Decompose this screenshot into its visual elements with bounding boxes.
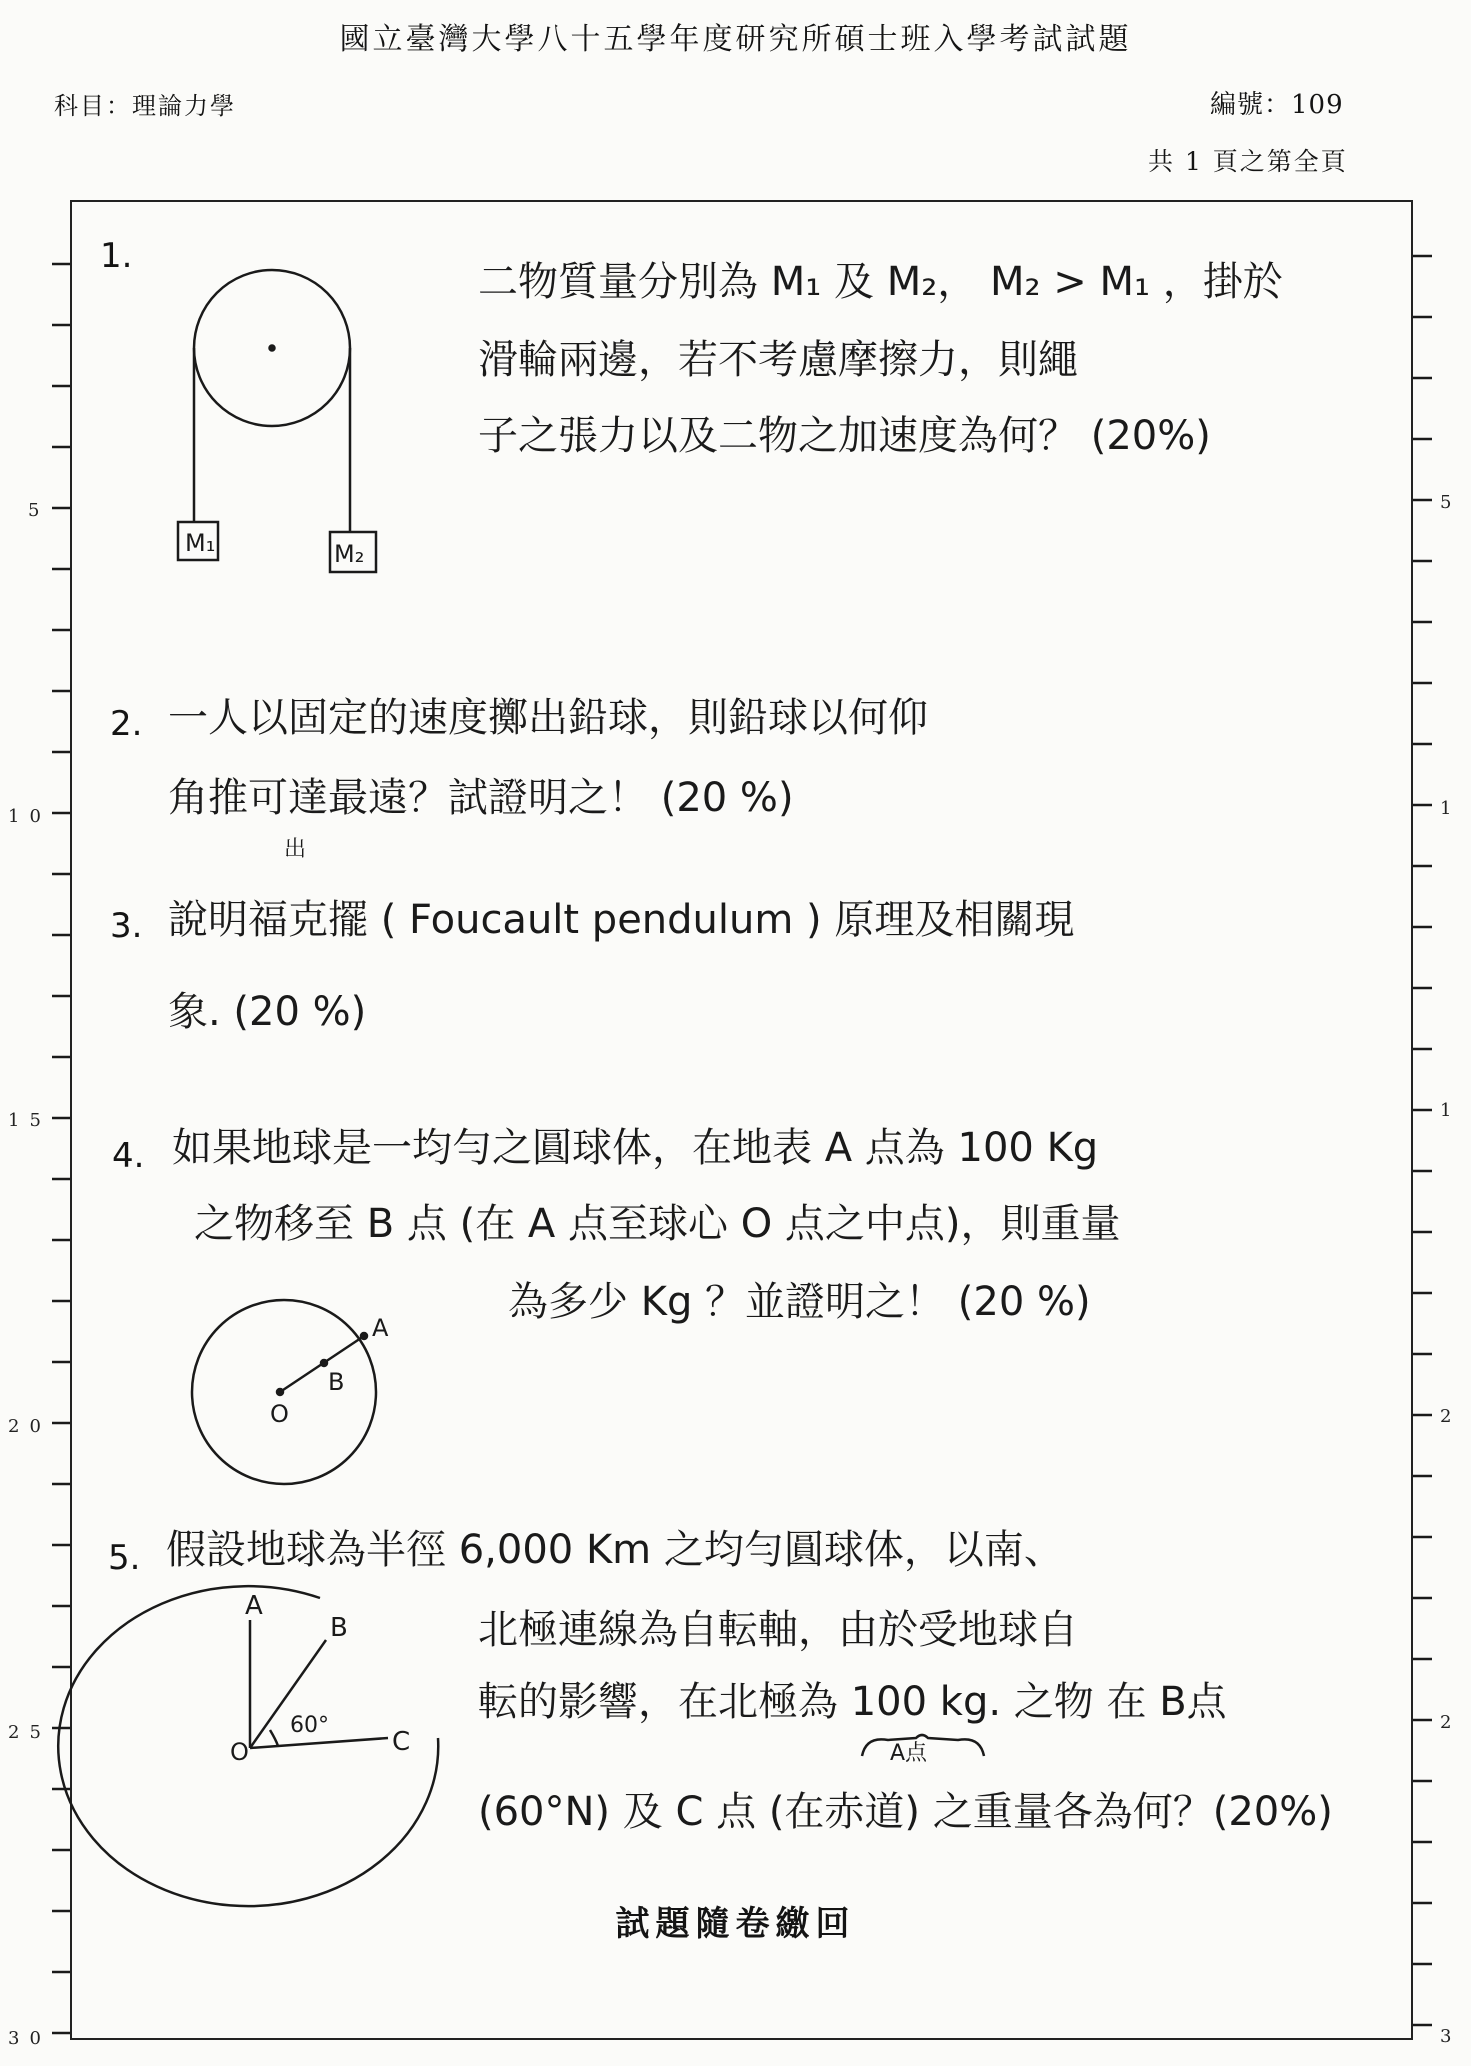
question-3-number: 3. — [110, 906, 143, 946]
question-3-line-2: 象. (20 %) — [168, 989, 367, 1035]
question-4-line-3: 為多少 Kg ？並證明之！ (20 %) — [508, 1279, 1091, 1325]
label-c: C — [392, 1727, 411, 1757]
margin-number-right-5: 5 — [1440, 492, 1462, 513]
footer-notice: 試題隨卷繳回 — [615, 1904, 856, 1944]
annotation-brace-path — [862, 1735, 984, 1756]
pulley-diagram — [180, 250, 420, 610]
page-indicator: 共 1 頁之第全頁 — [1148, 147, 1348, 176]
margin-number-right-10: 1 — [1440, 798, 1462, 819]
label-b: B — [328, 1368, 345, 1396]
question-5-number: 5. — [108, 1538, 141, 1578]
question-2-line-1: 一人以固定的速度擲出鉛球，則鉛球以何仰 — [168, 695, 928, 741]
point-b — [321, 1360, 327, 1366]
label-a: A — [372, 1314, 389, 1342]
margin-number-right-15: 1 — [1440, 1100, 1462, 1121]
radius-oc — [250, 1738, 388, 1748]
angle-label: 60° — [290, 1713, 329, 1738]
question-1-number: 1. — [100, 236, 133, 276]
question-1-line-3: 子之張力以及二物之加速度為何？ (20%) — [478, 413, 1211, 459]
margin-number-left-10: 10 — [8, 806, 51, 827]
label-o: O — [230, 1738, 249, 1766]
label-a: A — [245, 1591, 263, 1621]
question-1-line-1: 二物質量分別為 M₁ 及 M₂， M₂ > M₁ ，掛於 — [478, 259, 1283, 305]
margin-number-left-5: 5 — [28, 500, 50, 521]
annotation-brace — [858, 1730, 988, 1760]
question-5-line-2: 北極連線為自転軸，由於受地球自 — [478, 1607, 1078, 1653]
angle-arc — [270, 1730, 278, 1746]
question-4-line-1: 如果地球是一均勻之圓球体，在地表 A 点為 100 Kg — [172, 1125, 1099, 1171]
mass-2-label: M₂ — [334, 540, 365, 568]
question-1-line-2: 滑輪兩邊，若不考慮摩擦力，則繩 — [478, 337, 1078, 383]
margin-number-left-20: 20 — [8, 1416, 51, 1437]
margin-number-left-25: 25 — [8, 1722, 51, 1743]
pulley-axle — [270, 346, 275, 351]
sphere-diagram — [186, 1296, 396, 1486]
margin-number-left-30: 30 — [8, 2028, 51, 2049]
margin-number-right-25: 2 — [1440, 1712, 1462, 1733]
question-5-line-3: 転的影響，在北極為 100 kg. 之物 在 B点 — [478, 1679, 1227, 1725]
question-2-insertion: 出 — [284, 837, 307, 862]
margin-number-right-20: 2 — [1440, 1406, 1462, 1427]
exam-code: 編號：109 — [1210, 90, 1344, 120]
label-b: B — [330, 1613, 348, 1643]
margin-number-right-30: 3 — [1440, 2026, 1462, 2047]
question-2-line-2: 角推可達最遠？試證明之！ (20 %) — [168, 775, 794, 821]
question-4-line-2: 之物移至 B 点 (在 A 点至球心 O 点之中点)，則重量 — [194, 1201, 1121, 1247]
subject-label: 科目：理論力學 — [54, 92, 236, 120]
point-a — [361, 1333, 367, 1339]
question-2-number: 2. — [110, 704, 143, 744]
question-3-line-1: 說明福克擺 ( Foucault pendulum ) 原理及相關現 — [168, 897, 1075, 943]
question-5-annotation: A点 — [890, 1741, 928, 1766]
question-5-line-1: 假設地球為半徑 6,000 Km 之均勻圓球体，以南、 — [166, 1527, 1064, 1573]
question-5-line-4: (60°N) 及 C 点 (在赤道) 之重量各為何？(20%) — [478, 1789, 1333, 1835]
label-o: O — [270, 1400, 289, 1428]
margin-number-left-15: 15 — [8, 1110, 51, 1131]
earth-rotation-diagram — [120, 1590, 460, 1880]
mass-1-label: M₁ — [185, 529, 216, 557]
point-o — [277, 1389, 283, 1395]
exam-title: 國立臺灣大學八十五學年度研究所碩士班入學考試試題 — [339, 22, 1132, 57]
question-4-number: 4. — [112, 1136, 145, 1176]
